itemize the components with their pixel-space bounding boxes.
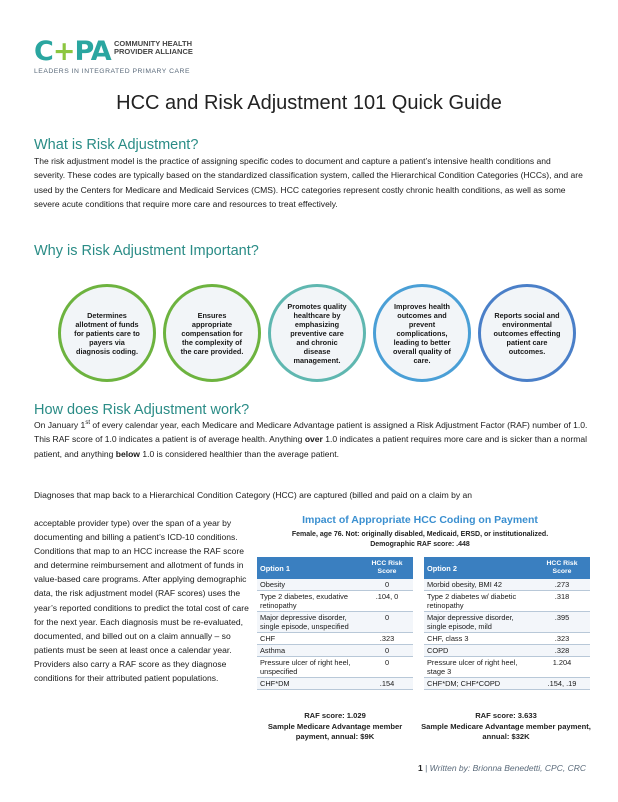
paragraph-hcc-capture-first-line: Diagnoses that map back to a Hierarchical Condition Category (HCC) are captured (billed and paid on a claim by an — [34, 490, 473, 500]
option-2-raf-score: RAF score: 3.633 — [475, 711, 537, 720]
option-1-payment: Sample Medicare Advantage member payment, annual: $9K — [267, 721, 403, 741]
table-row: Major depressive disorder, single episode, mild .395 — [424, 612, 590, 633]
table-row: CHF .323 — [257, 633, 413, 645]
option-1-header: Option 1 — [257, 557, 361, 579]
heading-why-important: Why is Risk Adjustment Important? — [34, 243, 259, 259]
author-credit: Written by: Brionna Benedetti, CPC, CRC — [429, 763, 586, 773]
table-row: Asthma 0 — [257, 645, 413, 657]
circle-health-outcomes: Improves health outcomes and prevent complications, leading to better overall quality of care. — [373, 284, 471, 382]
table-row: COPD .328 — [424, 645, 590, 657]
table-row: Pressure ulcer of right heel, unspecified 0 — [257, 657, 413, 678]
table-row: Type 2 diabetes, exudative retinopathy .104, 0 — [257, 591, 413, 612]
table-row: Morbid obesity, BMI 42 .273 — [424, 579, 590, 591]
circle-quality-healthcare: Promotes quality healthcare by emphasizing preventive care and chronic disease management. — [268, 284, 366, 382]
circle-social-outcomes: Reports social and environmental outcomes effecting patient care outcomes. — [478, 284, 576, 382]
option-2-table — [424, 557, 590, 690]
circle-funds-allotment: Determines allotment of funds for patients care to payers via diagnosis coding. — [58, 284, 156, 382]
table-row: Obesity 0 — [257, 579, 413, 591]
page-title: HCC and Risk Adjustment 101 Quick Guide — [116, 92, 502, 114]
option-2-payment: Sample Medicare Advantage member payment, annual: $32K — [421, 721, 591, 741]
option-1-summary — [257, 711, 413, 743]
table-row: Type 2 diabetes w/ diabetic retinopathy .318 — [424, 591, 590, 612]
table-title: Impact of Appropriate HCC Coding on Payment — [302, 514, 538, 526]
heading-what-is-risk-adjustment: What is Risk Adjustment? — [34, 137, 199, 153]
circle-compensation: Ensures appropriate compensation for the complexity of the care provided. — [163, 284, 261, 382]
logo-org-name: COMMUNITY HEALTH PROVIDER ALLIANCE — [114, 39, 193, 56]
option-1-raf-score: RAF score: 1.029 — [304, 711, 366, 720]
table-row: Major depressive disorder, single episode, unspecified 0 — [257, 612, 413, 633]
logo — [34, 38, 234, 78]
heading-how-does-it-work: How does Risk Adjustment work? — [34, 402, 250, 418]
paragraph-raf-explanation: On January 1st of every calendar year, each Medicare and Medicare Advantage patient is assigned a Risk Adjustment Factor (RAF) number of 1.0. This RAF score of 1.0 indicates a patient is of average health. Anything over 1.0 indicates a patient requires more care and is sicker than a normal patient, and anything below 1.0 is considered healthier than the average patient. — [34, 420, 588, 459]
importance-circles — [58, 284, 561, 384]
table-row: Pressure ulcer of right heel, stage 3 1.204 — [424, 657, 590, 678]
table-subtitle: Female, age 76. Not: originally disabled, Medicaid, ERSD, or institutionalized. Demographic RAF score: .448 — [291, 531, 549, 548]
page-footer: 1 | Written by: Brionna Benedetti, CPC, CRC — [417, 763, 586, 773]
option-2-header: Option 2 — [424, 557, 534, 579]
logo-mark: C+PA — [34, 36, 111, 67]
table-row: CHF*DM; CHF*COPD .154, .19 — [424, 678, 590, 690]
option-1-table — [257, 557, 413, 690]
paragraph-hcc-capture: acceptable provider type) over the span of a year by documenting and billing a patient’s ICD-10 conditions. Conditions that map to an HCC increase the RAF score and determine reimbursement and allotment of funds in value-based care programs. After applying demographic data, the risk adjustment model (RAF scores) uses the year’s reported conditions to predict the total cost of care for the next year. Each diagnosis must be re-evaluated, documented, and billed out on a claim annually – so patients must be seen at least once a calendar year. Providers also carry a RAF score as they diagnose conditions for their attributed patient populations. — [34, 518, 249, 684]
logo-tagline: LEADERS IN INTEGRATED PRIMARY CARE — [34, 68, 190, 75]
table-row: CHF, class 3 .323 — [424, 633, 590, 645]
table-row: CHF*DM .154 — [257, 678, 413, 690]
option-2-score-header: HCC Risk Score — [534, 557, 590, 579]
option-1-score-header: HCC Risk Score — [361, 557, 413, 579]
option-2-summary — [416, 711, 596, 743]
paragraph-what-is-risk-adjustment: The risk adjustment model is the practice of assigning specific codes to document and capture a patient’s intensive health conditions and severity. These codes are typically based on the standardized classification system, called the Hierarchical Condition Categories (HCCs), and are used by the Centers for Medicare and Medicaid Services (CMS). HCC categories represent costly chronic health conditions, as well as some severe acute conditions that require more care and resources to treat effectively. — [34, 156, 583, 210]
page-number: 1 — [417, 763, 423, 773]
